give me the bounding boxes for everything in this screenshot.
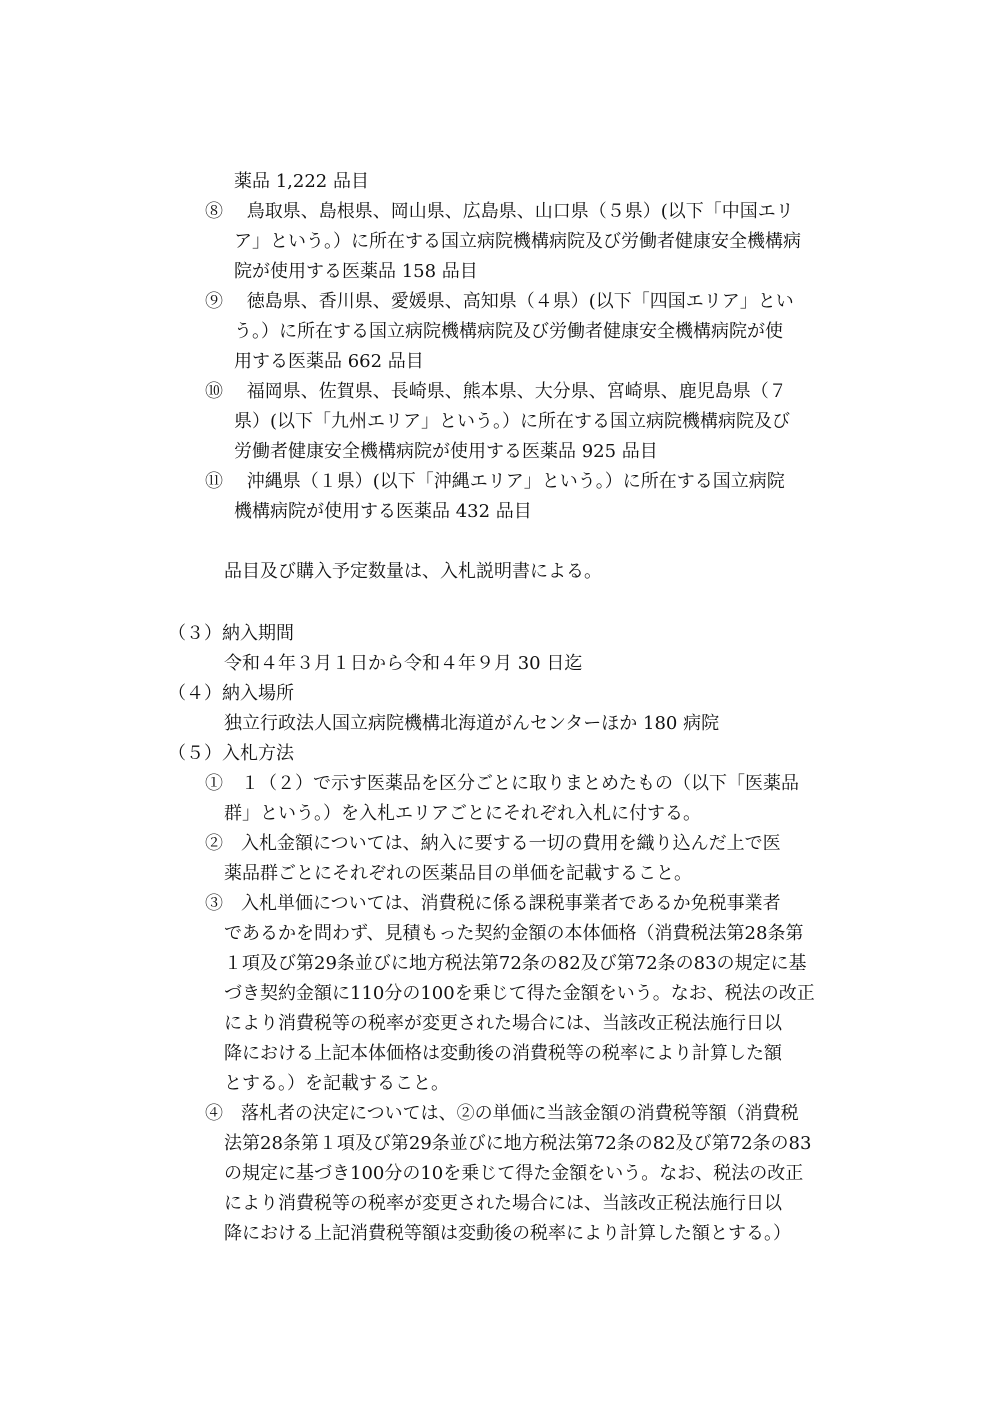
list-item-4: ④ 落札者の決定については、②の単価に当該金額の消費税等額（消費税 (205, 1103, 799, 1124)
list-item-1: ① １（２）で示す医薬品を区分ごとに取りまとめたもの（以下「医薬品 (205, 773, 799, 794)
section-heading-delivery-period: （３）納入期間 (168, 623, 294, 644)
text-line: 降における上記消費税等額は変動後の税率により計算した額とする。） (224, 1223, 791, 1244)
text-line: 機構病院が使用する医薬品 432 品目 (234, 501, 532, 522)
text-line: により消費税等の税率が変更された場合には、当該改正税法施行日以 (224, 1193, 782, 1214)
list-item-8: ⑧ 鳥取県、島根県、岡山県、広島県、山口県（５県）(以下「中国エリ (205, 201, 794, 222)
list-item-2: ② 入札金額については、納入に要する一切の費用を織り込んだ上で医 (205, 833, 781, 854)
quantity-note: 品目及び購入予定数量は、入札説明書による。 (224, 561, 602, 582)
text-line: の規定に基づき100分の10を乗じて得た金額をいう。なお、税法の改正 (224, 1163, 804, 1184)
text-line: 院が使用する医薬品 158 品目 (234, 261, 478, 282)
text-line: づき契約金額に110分の100を乗じて得た金額をいう。なお、税法の改正 (224, 983, 815, 1004)
text-line: により消費税等の税率が変更された場合には、当該改正税法施行日以 (224, 1013, 782, 1034)
text-line: であるかを問わず、見積もった契約金額の本体価格（消費税法第28条第 (224, 923, 804, 944)
text-line: 県）(以下「九州エリア」という。）に所在する国立病院機構病院及び (234, 411, 791, 432)
list-item-3: ③ 入札単価については、消費税に係る課税事業者であるか免税事業者 (205, 893, 781, 914)
text-line: ア」という。）に所在する国立病院機構病院及び労働者健康安全機構病 (234, 231, 801, 252)
delivery-period-value: 令和４年３月１日から令和４年９月 30 日迄 (224, 653, 583, 674)
text-line: 薬品 1,222 品目 (234, 171, 369, 192)
text-line: とする。）を記載すること。 (224, 1073, 449, 1094)
text-line: 用する医薬品 662 品目 (234, 351, 424, 372)
text-line: 労働者健康安全機構病院が使用する医薬品 925 品目 (234, 441, 658, 462)
section-heading-bid-method: （５）入札方法 (168, 743, 294, 764)
text-line: 降における上記本体価格は変動後の消費税等の税率により計算した額 (224, 1043, 782, 1064)
delivery-place-value: 独立行政法人国立病院機構北海道がんセンターほか 180 病院 (224, 713, 720, 734)
list-item-11: ⑪ 沖縄県（１県）(以下「沖縄エリア」という。）に所在する国立病院 (205, 471, 785, 492)
text-line: 群」という。）を入札エリアごとにそれぞれ入札に付する。 (224, 803, 701, 824)
text-line: う。）に所在する国立病院機構病院及び労働者健康安全機構病院が使 (234, 321, 783, 342)
section-heading-delivery-place: （４）納入場所 (168, 683, 294, 704)
text-line: 薬品群ごとにそれぞれの医薬品目の単価を記載すること。 (224, 863, 692, 884)
text-line: 法第28条第１項及び第29条並びに地方税法第72条の82及び第72条の83 (224, 1133, 812, 1154)
list-item-9: ⑨ 徳島県、香川県、愛媛県、高知県（４県）(以下「四国エリア」とい (205, 291, 794, 312)
text-line: １項及び第29条並びに地方税法第72条の82及び第72条の83の規定に基 (224, 953, 807, 974)
list-item-10: ⑩ 福岡県、佐賀県、長崎県、熊本県、大分県、宮崎県、鹿児島県（７ (205, 381, 787, 402)
